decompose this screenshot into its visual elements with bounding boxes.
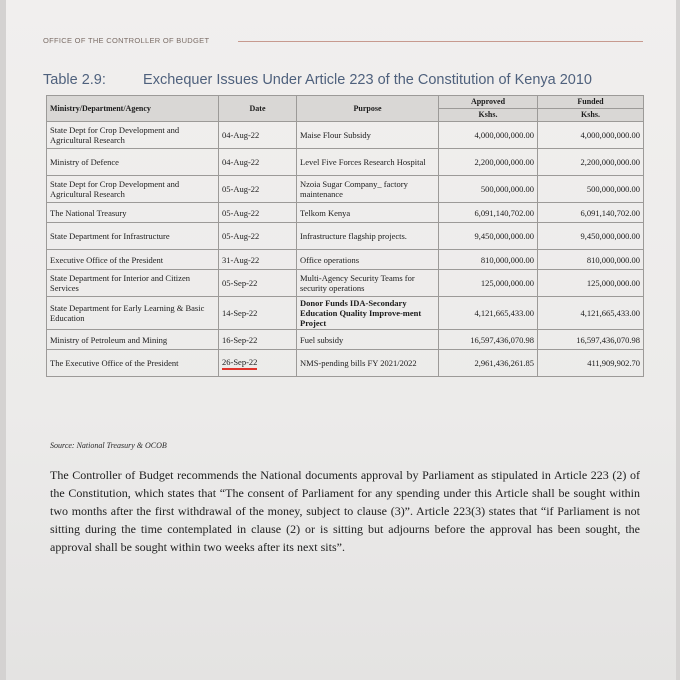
source-text: National Treasury & OCOB — [76, 441, 167, 450]
cell-purpose: Multi-Agency Security Teams for security operations — [297, 270, 439, 297]
col-unit-approved: Kshs. — [439, 109, 538, 122]
cell-approved: 9,450,000,000.00 — [439, 223, 538, 250]
table-caption: Exchequer Issues Under Article 223 of the Constitution of Kenya 2010 — [143, 72, 593, 88]
col-header-funded: Funded — [538, 96, 644, 109]
table-row — [47, 203, 644, 223]
highlighted-date: 26-Sep-22 — [222, 357, 257, 370]
table-row — [47, 176, 644, 203]
cell-approved: 6,091,140,702.00 — [439, 203, 538, 223]
cell-funded: 4,000,000,000.00 — [538, 122, 644, 149]
cell-ministry: Ministry of Petroleum and Mining — [47, 330, 219, 350]
cell-ministry: State Department for Early Learning & Basic Education — [47, 297, 219, 330]
cell-date: 05-Aug-22 — [219, 176, 297, 203]
cell-purpose: Telkom Kenya — [297, 203, 439, 223]
table-row — [47, 330, 644, 350]
col-header-purpose: Purpose — [297, 96, 439, 122]
page-header — [43, 36, 643, 50]
cell-approved: 500,000,000.00 — [439, 176, 538, 203]
cell-purpose: Nzoia Sugar Company_ factory maintenance — [297, 176, 439, 203]
table-row — [47, 149, 644, 176]
cell-date: 05-Sep-22 — [219, 270, 297, 297]
cell-date: 16-Sep-22 — [219, 330, 297, 350]
cell-ministry: State Dept for Crop Development and Agricultural Research — [47, 176, 219, 203]
table-row — [47, 223, 644, 250]
cell-ministry: The National Treasury — [47, 203, 219, 223]
cell-ministry: The Executive Office of the President — [47, 350, 219, 377]
header-rule — [238, 41, 643, 42]
cell-approved: 16,597,436,070.98 — [439, 330, 538, 350]
cell-purpose: NMS-pending bills FY 2021/2022 — [297, 350, 439, 377]
col-unit-funded: Kshs. — [538, 109, 644, 122]
cell-ministry: State Department for Interior and Citizen Services — [47, 270, 219, 297]
office-name: OFFICE OF THE CONTROLLER OF BUDGET — [43, 36, 210, 45]
cell-funded: 125,000,000.00 — [538, 270, 644, 297]
cell-date: 31-Aug-22 — [219, 250, 297, 270]
cell-approved: 2,200,000,000.00 — [439, 149, 538, 176]
cell-date: 04-Aug-22 — [219, 122, 297, 149]
cell-funded: 6,091,140,702.00 — [538, 203, 644, 223]
cell-ministry: State Dept for Crop Development and Agricultural Research — [47, 122, 219, 149]
document-page — [6, 0, 676, 680]
cell-funded: 16,597,436,070.98 — [538, 330, 644, 350]
cell-approved: 2,961,436,261.85 — [439, 350, 538, 377]
cell-ministry: Ministry of Defence — [47, 149, 219, 176]
cell-funded: 411,909,902.70 — [538, 350, 644, 377]
cell-approved: 4,121,665,433.00 — [439, 297, 538, 330]
col-header-ministry: Ministry/Department/Agency — [47, 96, 219, 122]
cell-purpose: Level Five Forces Research Hospital — [297, 149, 439, 176]
table-row — [47, 297, 644, 330]
cell-funded: 9,450,000,000.00 — [538, 223, 644, 250]
cell-date: 04-Aug-22 — [219, 149, 297, 176]
cell-purpose: Office operations — [297, 250, 439, 270]
cell-approved: 810,000,000.00 — [439, 250, 538, 270]
cell-approved: 4,000,000,000.00 — [439, 122, 538, 149]
cell-purpose: Infrastructure flagship projects. — [297, 223, 439, 250]
table-row — [47, 350, 644, 377]
cell-purpose: Fuel subsidy — [297, 330, 439, 350]
col-header-approved: Approved — [439, 96, 538, 109]
cell-funded: 2,200,000,000.00 — [538, 149, 644, 176]
cell-funded: 810,000,000.00 — [538, 250, 644, 270]
cell-purpose: Maise Flour Subsidy — [297, 122, 439, 149]
cell-date: 14-Sep-22 — [219, 297, 297, 330]
body-paragraph: The Controller of Budget recommends the National documents approval by Parliament as stipulated in Article 223 (2) of the Constitution, which states that “The consent of Parliament for any spending under this Article shall be sought within two months after the first withdrawal of the money, subject to clause (3)”. Article 223(3) states that “if Parliament is not sitting during the time contemplated in clause (2) or is sitting but adjourns before the approval has been sought, the approval shall be sought within two weeks after its next sits”. — [50, 468, 640, 554]
cell-date — [219, 350, 297, 377]
cell-approved: 125,000,000.00 — [439, 270, 538, 297]
cell-ministry: State Department for Infrastructure — [47, 223, 219, 250]
table-row — [47, 270, 644, 297]
source-label: Source: — [50, 441, 75, 450]
table-source — [50, 441, 167, 450]
table-row — [47, 122, 644, 149]
cell-ministry: Executive Office of the President — [47, 250, 219, 270]
table-title — [43, 72, 643, 88]
table-row — [47, 250, 644, 270]
table-number: Table 2.9: — [43, 72, 106, 88]
cell-date: 05-Aug-22 — [219, 203, 297, 223]
cell-purpose: Donor Funds IDA-Secondary Education Quality Improve-ment Project — [297, 297, 439, 330]
cell-date: 05-Aug-22 — [219, 223, 297, 250]
col-header-date: Date — [219, 96, 297, 122]
cell-funded: 500,000,000.00 — [538, 176, 644, 203]
exchequer-issues-table — [46, 95, 644, 377]
cell-funded: 4,121,665,433.00 — [538, 297, 644, 330]
